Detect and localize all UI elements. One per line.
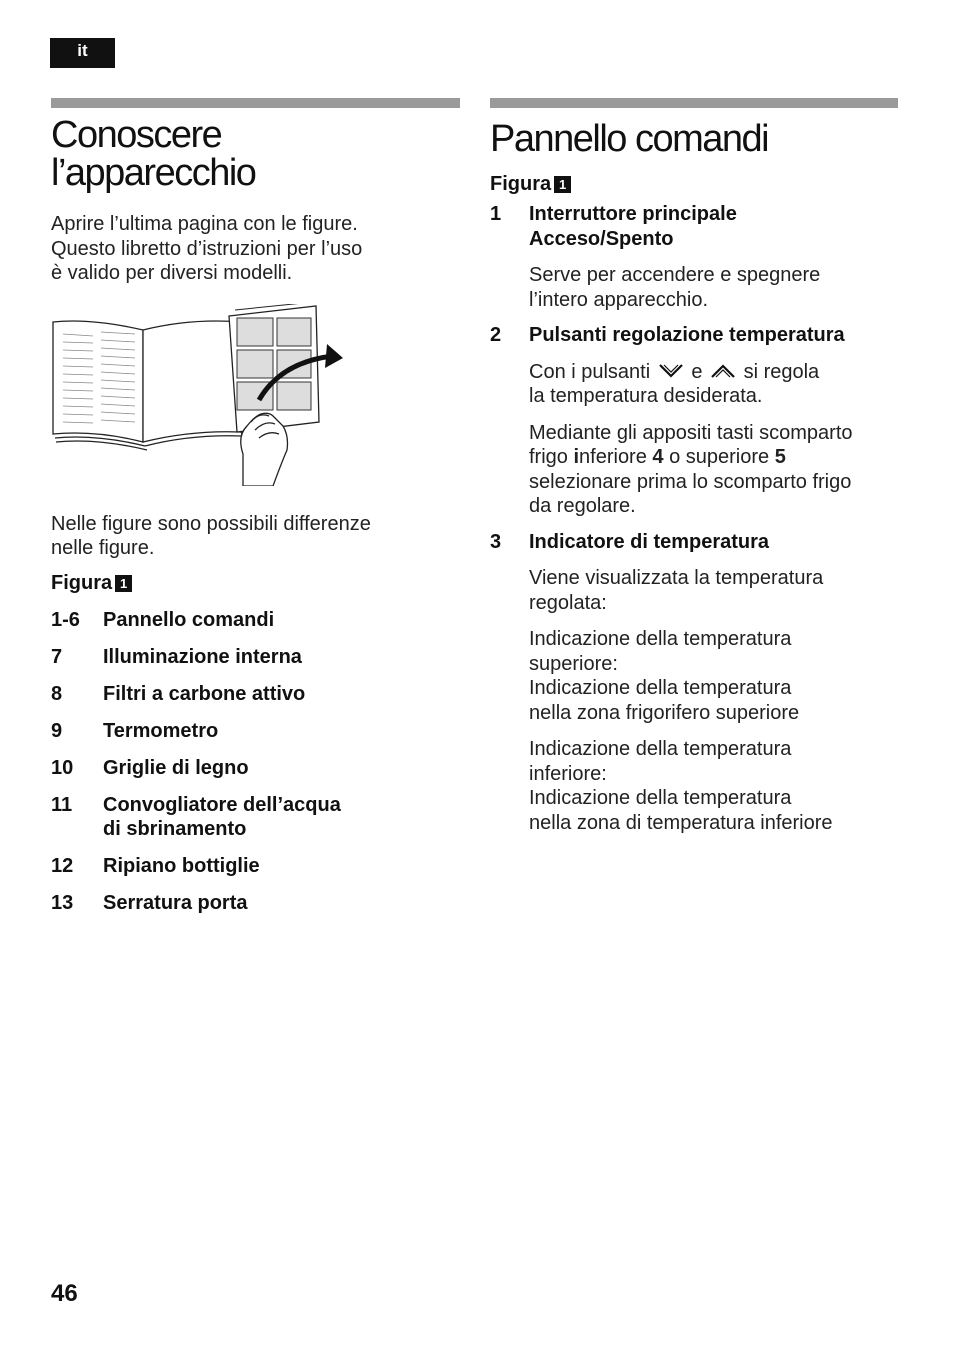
title-line-1: Conoscere xyxy=(51,114,222,156)
section-rule-right xyxy=(490,98,898,108)
desc-line: Serve per accendere e spegnere xyxy=(529,264,821,286)
title-line-2: l’apparecchio xyxy=(51,152,256,194)
intro-line: Aprire l’ultima pagina con le figure. xyxy=(51,213,358,235)
section-title-right: Pannello comandi xyxy=(490,118,769,160)
item-number: 1 xyxy=(490,203,502,225)
booklet-illustration xyxy=(51,304,351,486)
intro-line: Questo libretto d’istruzioni per l’uso xyxy=(51,237,363,260)
desc-text: frigo xyxy=(529,446,574,468)
note-line: nelle figure. xyxy=(51,537,155,559)
desc-line: la temperatura desiderata. xyxy=(529,385,763,407)
item-number: 13 xyxy=(51,891,74,914)
intro-paragraph xyxy=(51,212,421,286)
item-label: Serratura porta xyxy=(103,891,248,914)
control-list xyxy=(490,202,900,835)
figure-reference xyxy=(490,172,900,196)
item-label-line: Convogliatore dell’acqua xyxy=(103,793,341,816)
item-number: 1-6 xyxy=(51,608,80,631)
note-line: Nelle figure sono possibili differenze xyxy=(51,512,371,535)
desc-text: nferiore xyxy=(579,446,653,468)
desc-line: inferiore: xyxy=(529,762,607,785)
desc-line: superiore: xyxy=(529,652,618,675)
list-item xyxy=(490,530,900,555)
item-label-line: di sbrinamento xyxy=(103,817,247,840)
item-description xyxy=(529,627,900,725)
left-column xyxy=(51,108,421,915)
item-description xyxy=(529,421,900,519)
desc-line: Mediante gli appositi tasti scomparto xyxy=(529,421,853,444)
item-label: Illuminazione interna xyxy=(103,645,302,668)
item-label xyxy=(103,793,341,841)
list-item xyxy=(51,608,421,632)
chevron-down-icon xyxy=(658,362,684,380)
list-item xyxy=(51,756,421,780)
desc-bold: i xyxy=(573,446,580,468)
item-description xyxy=(529,566,900,615)
section-title-left xyxy=(51,116,421,192)
item-label: Pannello comandi xyxy=(103,608,275,631)
list-item xyxy=(51,891,421,915)
item-label xyxy=(529,202,737,251)
list-item xyxy=(490,202,900,251)
item-number: 3 xyxy=(490,530,502,553)
item-label: Filtri a carbone attivo xyxy=(103,682,306,705)
chevron-up-icon xyxy=(710,362,736,380)
desc-text: e xyxy=(691,360,703,383)
desc-text: Con i pulsanti xyxy=(529,360,651,383)
desc-line: Indicazione della temperatura xyxy=(529,787,792,809)
section-rule-left xyxy=(51,98,460,108)
language-tab: it xyxy=(50,38,115,68)
item-number: 9 xyxy=(51,719,63,742)
desc-line: Indicazione della temperatura xyxy=(529,628,792,650)
desc-line: da regolare. xyxy=(529,495,636,517)
figure-label: Figura xyxy=(490,173,552,195)
right-column xyxy=(490,108,900,835)
intro-line: è valido per diversi modelli. xyxy=(51,262,293,284)
item-description xyxy=(529,360,900,409)
item-label-line: Acceso/Spento xyxy=(529,227,674,250)
list-item xyxy=(51,682,421,706)
open-booklet-icon xyxy=(51,304,351,486)
item-number: 10 xyxy=(51,756,74,779)
item-label: Termometro xyxy=(103,719,219,742)
item-description xyxy=(529,737,900,835)
item-number: 7 xyxy=(51,645,63,668)
figure-number-badge: 1 xyxy=(115,575,132,592)
item-description xyxy=(529,263,900,312)
item-number: 12 xyxy=(51,854,74,877)
desc-line: nella zona di temperatura inferiore xyxy=(529,811,833,834)
figure-label: Figura xyxy=(51,571,113,594)
item-label-line: Interruttore principale xyxy=(529,203,737,225)
desc-bold: 5 xyxy=(774,446,786,468)
item-number: 2 xyxy=(490,324,502,346)
item-number: 11 xyxy=(51,793,73,816)
list-item xyxy=(490,323,900,348)
item-label: Pulsanti regolazione temperatura xyxy=(529,324,845,346)
desc-line: Indicazione della temperatura xyxy=(529,677,792,699)
component-list xyxy=(51,608,421,915)
list-item xyxy=(51,645,421,669)
figure-reference xyxy=(51,571,421,595)
desc-line: l’intero apparecchio. xyxy=(529,288,708,311)
list-item xyxy=(51,854,421,878)
desc-line: Viene visualizzata la temperatura xyxy=(529,567,824,589)
item-label: Ripiano bottiglie xyxy=(103,854,260,877)
item-label: Indicatore di temperatura xyxy=(529,530,770,553)
desc-line: Indicazione della temperatura xyxy=(529,738,792,760)
page-number: 46 xyxy=(51,1280,78,1307)
desc-bold: 4 xyxy=(652,446,664,468)
desc-line: selezionare prima lo scomparto frigo xyxy=(529,470,852,493)
desc-line: nella zona frigorifero superiore xyxy=(529,701,800,724)
list-item xyxy=(51,719,421,743)
figure-note xyxy=(51,512,421,561)
figure-number-badge: 1 xyxy=(554,176,571,193)
desc-text: si regola xyxy=(743,360,820,383)
desc-line: regolata: xyxy=(529,591,607,614)
list-item xyxy=(51,793,421,841)
item-label: Griglie di legno xyxy=(103,756,249,779)
desc-text: o superiore xyxy=(663,446,775,468)
item-number: 8 xyxy=(51,682,63,705)
